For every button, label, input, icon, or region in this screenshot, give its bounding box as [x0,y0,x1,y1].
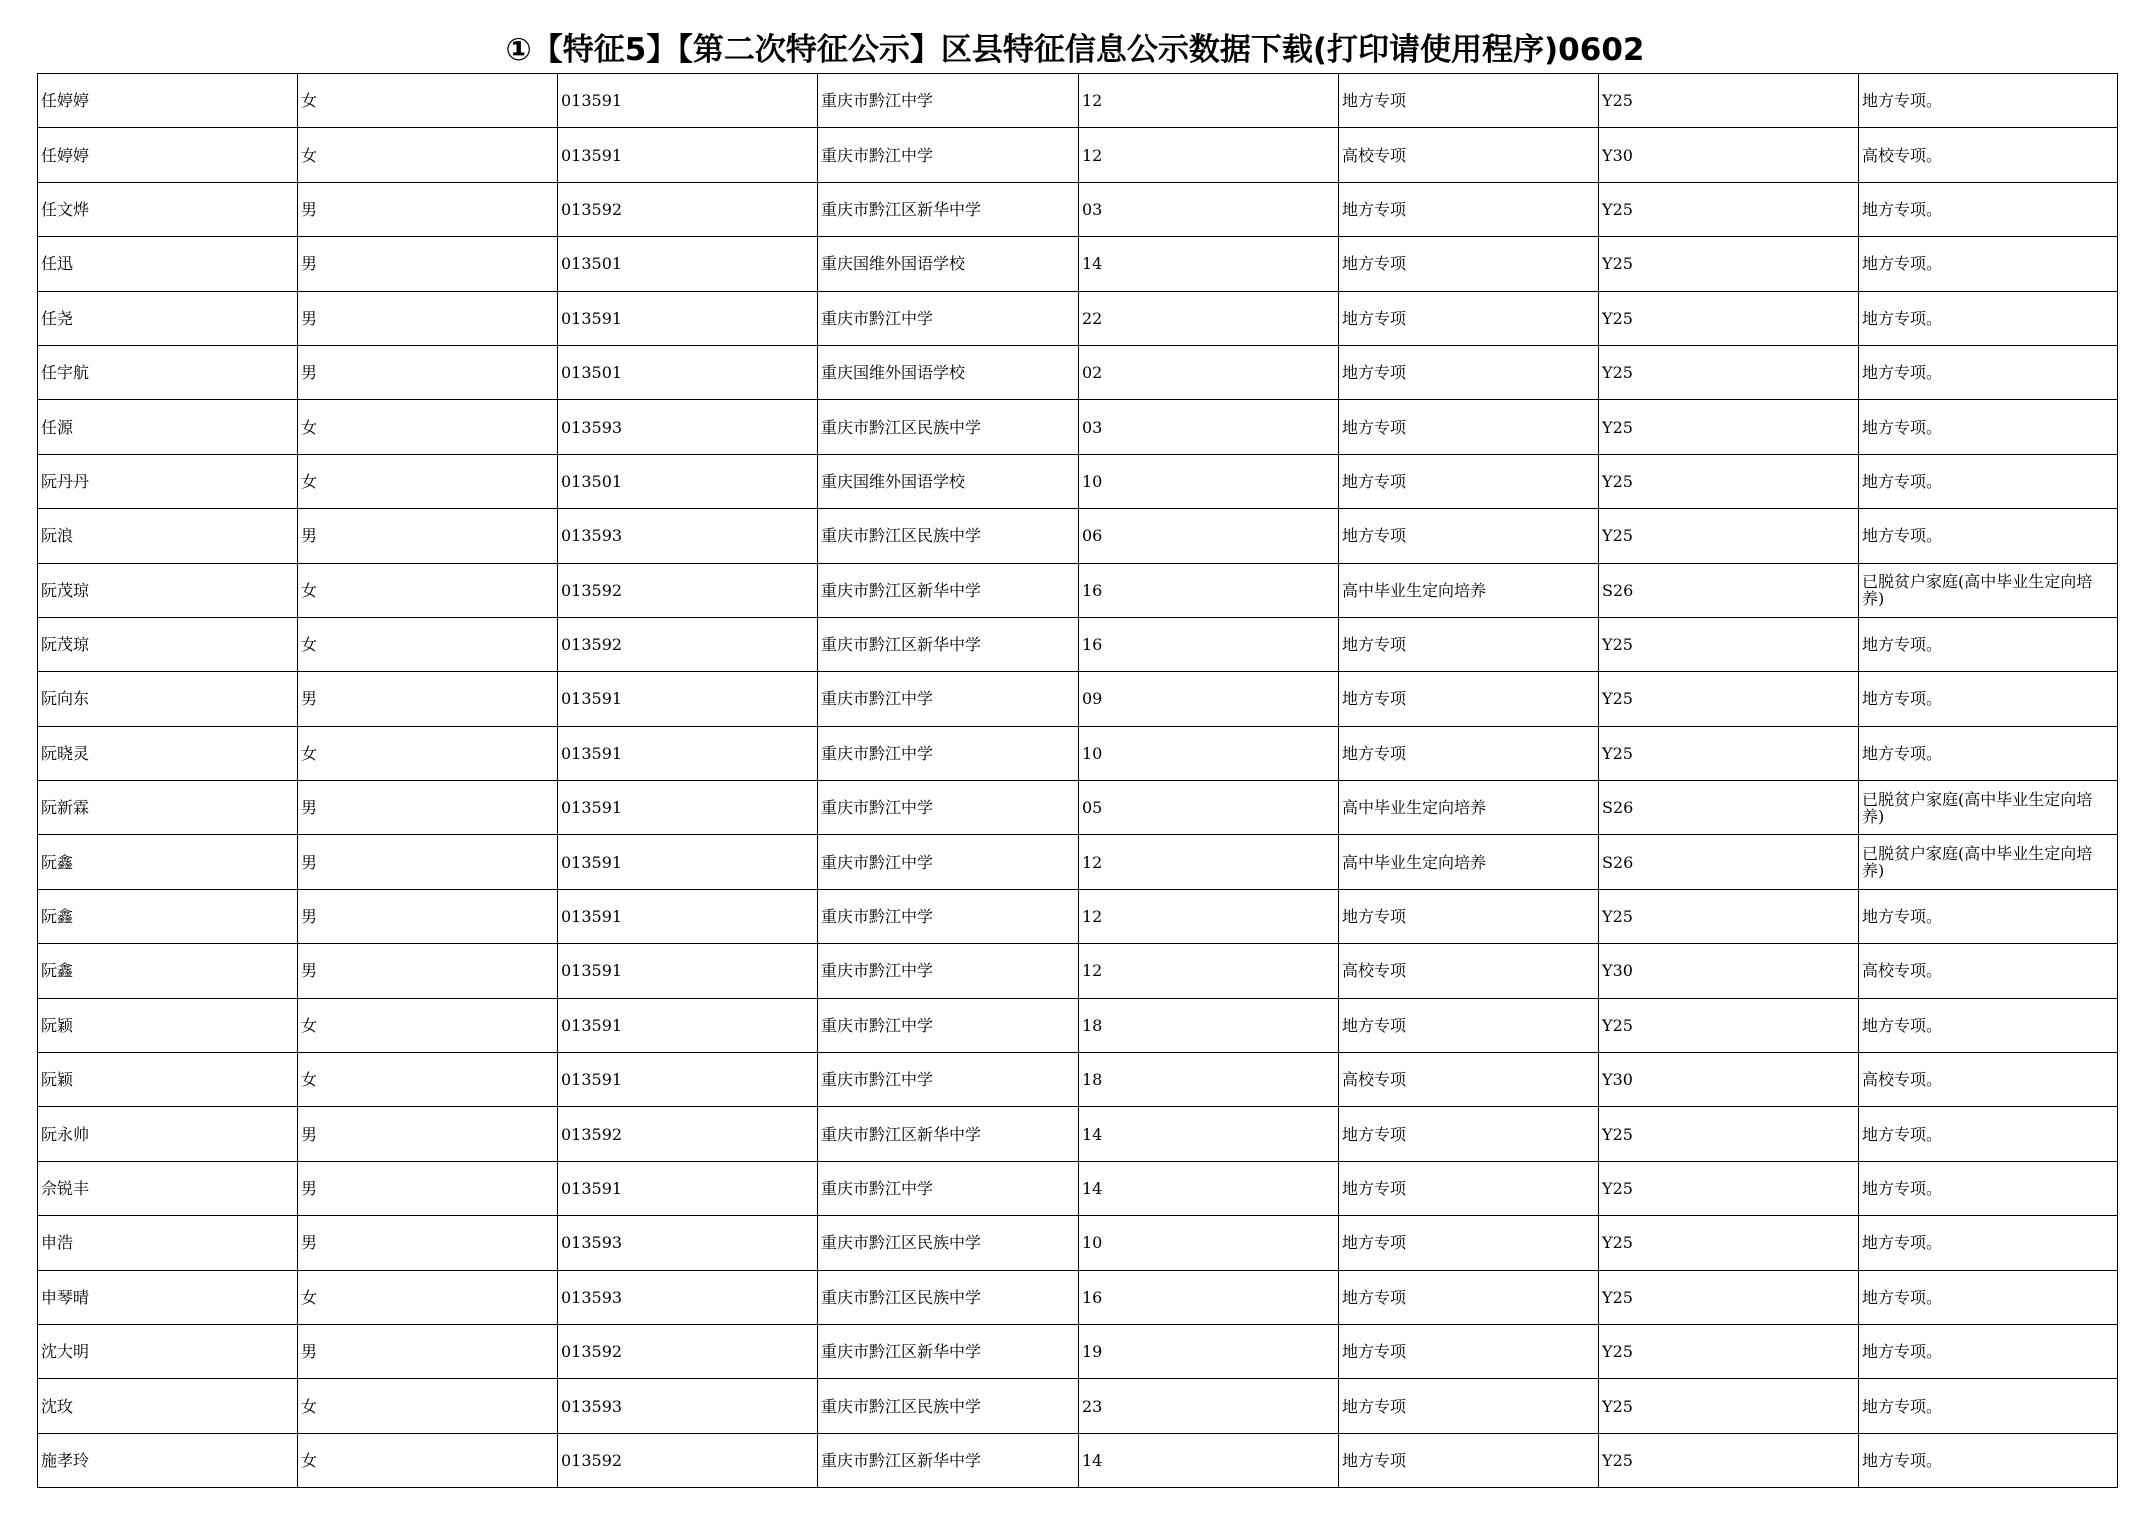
table-row [38,1053,2118,1107]
name-cell: 任文烨 [38,182,298,236]
name-cell: 阮浪 [38,509,298,563]
school-code-cell: 013591 [558,944,818,998]
gender-cell: 男 [298,237,558,291]
class-cell: 10 [1079,1216,1339,1270]
class-cell: 19 [1079,1324,1339,1378]
code-cell: Y25 [1599,291,1859,345]
remark-cell: 已脱贫户家庭(高中毕业生定向培养) [1859,835,2118,889]
gender-cell: 男 [298,1324,558,1378]
gender-cell: 男 [298,182,558,236]
remark-cell: 地方专项。 [1859,1161,2118,1215]
name-cell: 任婷婷 [38,74,298,128]
school-code-cell: 013591 [558,672,818,726]
table-row [38,74,2118,128]
class-cell: 12 [1079,835,1339,889]
gender-cell: 女 [298,128,558,182]
table-row [38,998,2118,1052]
gender-cell: 女 [298,1053,558,1107]
code-cell: S26 [1599,781,1859,835]
code-cell: Y25 [1599,74,1859,128]
table-row [38,345,2118,399]
school-code-cell: 013592 [558,1433,818,1487]
school-code-cell: 013592 [558,1107,818,1161]
gender-cell: 男 [298,672,558,726]
code-cell: Y25 [1599,1324,1859,1378]
remark-cell: 地方专项。 [1859,726,2118,780]
remark-cell: 高校专项。 [1859,944,2118,998]
school-name-cell: 重庆市黔江中学 [818,835,1079,889]
remark-cell: 地方专项。 [1859,182,2118,236]
data-table [37,73,2118,1488]
category-cell: 高中毕业生定向培养 [1339,563,1599,617]
name-cell: 沈玫 [38,1379,298,1433]
remark-cell: 地方专项。 [1859,400,2118,454]
category-cell: 地方专项 [1339,74,1599,128]
remark-cell: 地方专项。 [1859,509,2118,563]
remark-cell: 地方专项。 [1859,1107,2118,1161]
table-row [38,563,2118,617]
table-row [38,237,2118,291]
school-name-cell: 重庆市黔江区民族中学 [818,509,1079,563]
school-name-cell: 重庆市黔江中学 [818,291,1079,345]
class-cell: 14 [1079,1161,1339,1215]
school-code-cell: 013593 [558,400,818,454]
category-cell: 高中毕业生定向培养 [1339,835,1599,889]
name-cell: 申浩 [38,1216,298,1270]
school-name-cell: 重庆市黔江中学 [818,672,1079,726]
name-cell: 阮新霖 [38,781,298,835]
remark-cell: 地方专项。 [1859,889,2118,943]
class-cell: 14 [1079,1107,1339,1161]
code-cell: Y25 [1599,672,1859,726]
category-cell: 地方专项 [1339,889,1599,943]
gender-cell: 女 [298,1379,558,1433]
category-cell: 高校专项 [1339,944,1599,998]
class-cell: 18 [1079,1053,1339,1107]
table-row [38,944,2118,998]
code-cell: Y25 [1599,998,1859,1052]
school-code-cell: 013591 [558,781,818,835]
school-code-cell: 013591 [558,835,818,889]
name-cell: 阮鑫 [38,889,298,943]
gender-cell: 男 [298,944,558,998]
class-cell: 10 [1079,726,1339,780]
category-cell: 地方专项 [1339,345,1599,399]
category-cell: 地方专项 [1339,454,1599,508]
category-cell: 地方专项 [1339,509,1599,563]
remark-cell: 地方专项。 [1859,998,2118,1052]
school-name-cell: 重庆市黔江区民族中学 [818,400,1079,454]
category-cell: 地方专项 [1339,672,1599,726]
school-code-cell: 013591 [558,1053,818,1107]
table-row [38,1161,2118,1215]
name-cell: 阮颖 [38,1053,298,1107]
school-name-cell: 重庆市黔江中学 [818,944,1079,998]
code-cell: Y25 [1599,1107,1859,1161]
table-row [38,1433,2118,1487]
name-cell: 任宇航 [38,345,298,399]
name-cell: 沈大明 [38,1324,298,1378]
code-cell: S26 [1599,835,1859,889]
gender-cell: 女 [298,454,558,508]
class-cell: 12 [1079,74,1339,128]
gender-cell: 女 [298,1433,558,1487]
gender-cell: 女 [298,563,558,617]
school-name-cell: 重庆市黔江中学 [818,1053,1079,1107]
remark-cell: 地方专项。 [1859,291,2118,345]
remark-cell: 已脱贫户家庭(高中毕业生定向培养) [1859,563,2118,617]
name-cell: 任迅 [38,237,298,291]
category-cell: 地方专项 [1339,726,1599,780]
school-name-cell: 重庆市黔江中学 [818,781,1079,835]
name-cell: 申琴晴 [38,1270,298,1324]
code-cell: Y25 [1599,1270,1859,1324]
name-cell: 任尧 [38,291,298,345]
table-row [38,1107,2118,1161]
table-row [38,1324,2118,1378]
category-cell: 地方专项 [1339,1324,1599,1378]
remark-cell: 已脱贫户家庭(高中毕业生定向培养) [1859,781,2118,835]
category-cell: 地方专项 [1339,617,1599,671]
school-code-cell: 013593 [558,1216,818,1270]
code-cell: Y25 [1599,345,1859,399]
school-code-cell: 013501 [558,237,818,291]
gender-cell: 男 [298,781,558,835]
class-cell: 16 [1079,1270,1339,1324]
table-row [38,1216,2118,1270]
school-name-cell: 重庆市黔江中学 [818,1161,1079,1215]
gender-cell: 男 [298,835,558,889]
name-cell: 阮晓灵 [38,726,298,780]
category-cell: 地方专项 [1339,1433,1599,1487]
class-cell: 18 [1079,998,1339,1052]
name-cell: 任源 [38,400,298,454]
category-cell: 高校专项 [1339,128,1599,182]
name-cell: 阮鑫 [38,835,298,889]
name-cell: 佘锐丰 [38,1161,298,1215]
category-cell: 地方专项 [1339,998,1599,1052]
table-row [38,617,2118,671]
gender-cell: 男 [298,509,558,563]
class-cell: 12 [1079,889,1339,943]
school-code-cell: 013591 [558,1161,818,1215]
class-cell: 22 [1079,291,1339,345]
school-name-cell: 重庆市黔江区新华中学 [818,1324,1079,1378]
school-name-cell: 重庆市黔江区民族中学 [818,1379,1079,1433]
name-cell: 阮颖 [38,998,298,1052]
code-cell: Y25 [1599,237,1859,291]
name-cell: 阮鑫 [38,944,298,998]
class-cell: 23 [1079,1379,1339,1433]
remark-cell: 地方专项。 [1859,672,2118,726]
code-cell: S26 [1599,563,1859,617]
remark-cell: 地方专项。 [1859,1270,2118,1324]
name-cell: 施孝玲 [38,1433,298,1487]
gender-cell: 女 [298,617,558,671]
class-cell: 03 [1079,182,1339,236]
school-name-cell: 重庆市黔江区新华中学 [818,617,1079,671]
school-code-cell: 013593 [558,509,818,563]
school-code-cell: 013591 [558,291,818,345]
school-name-cell: 重庆市黔江区民族中学 [818,1216,1079,1270]
school-code-cell: 013501 [558,454,818,508]
gender-cell: 男 [298,345,558,399]
category-cell: 地方专项 [1339,1379,1599,1433]
name-cell: 阮丹丹 [38,454,298,508]
code-cell: Y30 [1599,944,1859,998]
code-cell: Y25 [1599,509,1859,563]
table-row [38,672,2118,726]
class-cell: 09 [1079,672,1339,726]
class-cell: 10 [1079,454,1339,508]
category-cell: 地方专项 [1339,1107,1599,1161]
name-cell: 阮茂琼 [38,563,298,617]
remark-cell: 地方专项。 [1859,74,2118,128]
category-cell: 地方专项 [1339,237,1599,291]
gender-cell: 男 [298,889,558,943]
code-cell: Y25 [1599,889,1859,943]
gender-cell: 女 [298,726,558,780]
class-cell: 12 [1079,128,1339,182]
code-cell: Y25 [1599,1161,1859,1215]
name-cell: 阮永帅 [38,1107,298,1161]
name-cell: 任婷婷 [38,128,298,182]
code-cell: Y30 [1599,1053,1859,1107]
code-cell: Y25 [1599,617,1859,671]
category-cell: 地方专项 [1339,182,1599,236]
category-cell: 地方专项 [1339,1216,1599,1270]
gender-cell: 男 [298,1107,558,1161]
table-row [38,291,2118,345]
school-name-cell: 重庆市黔江区新华中学 [818,182,1079,236]
school-name-cell: 重庆市黔江中学 [818,74,1079,128]
table-row [38,1270,2118,1324]
category-cell: 地方专项 [1339,291,1599,345]
gender-cell: 女 [298,1270,558,1324]
code-cell: Y25 [1599,1216,1859,1270]
school-name-cell: 重庆市黔江中学 [818,128,1079,182]
remark-cell: 地方专项。 [1859,617,2118,671]
table-row [38,726,2118,780]
code-cell: Y25 [1599,454,1859,508]
remark-cell: 地方专项。 [1859,1324,2118,1378]
school-code-cell: 013593 [558,1270,818,1324]
school-name-cell: 重庆市黔江中学 [818,998,1079,1052]
code-cell: Y25 [1599,182,1859,236]
class-cell: 16 [1079,617,1339,671]
school-code-cell: 013591 [558,128,818,182]
category-cell: 地方专项 [1339,1161,1599,1215]
school-name-cell: 重庆市黔江区民族中学 [818,1270,1079,1324]
remark-cell: 地方专项。 [1859,1216,2118,1270]
remark-cell: 地方专项。 [1859,1379,2118,1433]
gender-cell: 女 [298,74,558,128]
school-name-cell: 重庆市黔江区新华中学 [818,1433,1079,1487]
class-cell: 14 [1079,237,1339,291]
table-row [38,835,2118,889]
school-code-cell: 013591 [558,726,818,780]
remark-cell: 地方专项。 [1859,345,2118,399]
table-row [38,889,2118,943]
gender-cell: 男 [298,1161,558,1215]
code-cell: Y25 [1599,1433,1859,1487]
table-row [38,509,2118,563]
school-name-cell: 重庆国维外国语学校 [818,237,1079,291]
school-code-cell: 013593 [558,1379,818,1433]
table-row [38,400,2118,454]
school-code-cell: 013591 [558,998,818,1052]
gender-cell: 男 [298,1216,558,1270]
gender-cell: 女 [298,400,558,454]
category-cell: 地方专项 [1339,400,1599,454]
name-cell: 阮向东 [38,672,298,726]
category-cell: 高校专项 [1339,1053,1599,1107]
school-code-cell: 013592 [558,617,818,671]
table-row [38,781,2118,835]
table-body [38,74,2118,1488]
school-code-cell: 013591 [558,889,818,943]
school-name-cell: 重庆市黔江中学 [818,889,1079,943]
class-cell: 03 [1079,400,1339,454]
school-code-cell: 013592 [558,1324,818,1378]
school-name-cell: 重庆国维外国语学校 [818,345,1079,399]
school-name-cell: 重庆市黔江区新华中学 [818,563,1079,617]
class-cell: 14 [1079,1433,1339,1487]
name-cell: 阮茂琼 [38,617,298,671]
school-name-cell: 重庆国维外国语学校 [818,454,1079,508]
table-row [38,128,2118,182]
school-name-cell: 重庆市黔江中学 [818,726,1079,780]
code-cell: Y25 [1599,726,1859,780]
table-row [38,182,2118,236]
table-row [38,454,2118,508]
code-cell: Y30 [1599,128,1859,182]
remark-cell: 高校专项。 [1859,1053,2118,1107]
remark-cell: 高校专项。 [1859,128,2118,182]
school-code-cell: 013501 [558,345,818,399]
category-cell: 地方专项 [1339,1270,1599,1324]
school-name-cell: 重庆市黔江区新华中学 [818,1107,1079,1161]
code-cell: Y25 [1599,400,1859,454]
school-code-cell: 013592 [558,182,818,236]
gender-cell: 男 [298,291,558,345]
class-cell: 12 [1079,944,1339,998]
class-cell: 02 [1079,345,1339,399]
remark-cell: 地方专项。 [1859,454,2118,508]
code-cell: Y25 [1599,1379,1859,1433]
remark-cell: 地方专项。 [1859,1433,2118,1487]
school-code-cell: 013591 [558,74,818,128]
school-code-cell: 013592 [558,563,818,617]
table-row [38,1379,2118,1433]
class-cell: 16 [1079,563,1339,617]
page-title: ①【特征5】【第二次特征公示】区县特征信息公示数据下载(打印请使用程序)0602 [505,32,1645,68]
class-cell: 06 [1079,509,1339,563]
remark-cell: 地方专项。 [1859,237,2118,291]
gender-cell: 女 [298,998,558,1052]
category-cell: 高中毕业生定向培养 [1339,781,1599,835]
class-cell: 05 [1079,781,1339,835]
